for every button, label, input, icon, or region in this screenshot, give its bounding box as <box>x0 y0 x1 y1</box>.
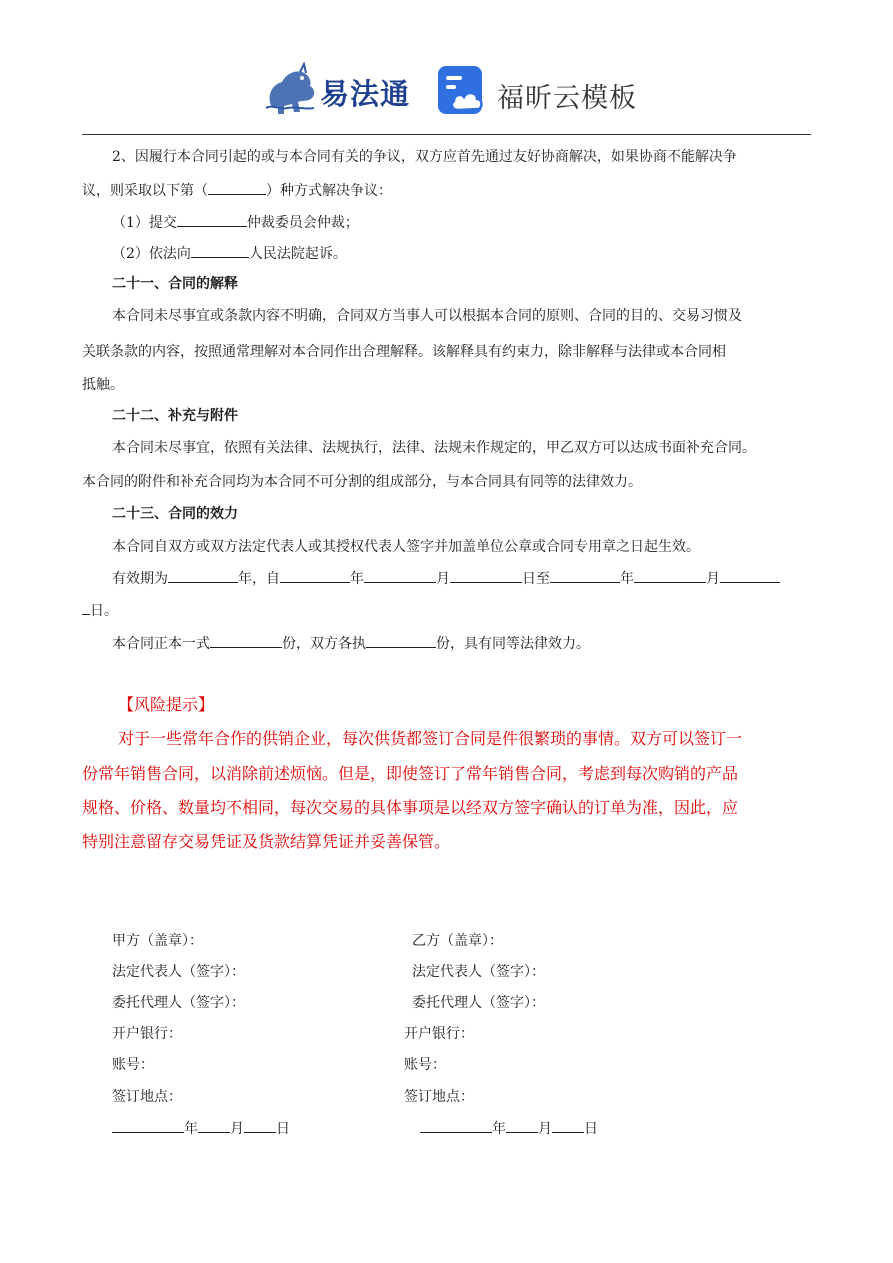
option-2 <box>112 243 347 264</box>
copies-total-blank <box>210 633 282 648</box>
party-b-bank: 开户银行： <box>404 1026 474 1042</box>
risk-tip-line3: 规格、价格、数量均不相同，每次交易的具体事项是以经双方签字确认的订单为准，因此，应 <box>82 798 739 817</box>
section-21-line2: 关联条款的内容，按照通常理解对本合同作出合理解释。该解释具有约束力，除非解释与法律或本合同相 <box>82 344 726 360</box>
end-day-blank-a <box>720 568 780 583</box>
section-23-line1: 本合同自双方或双方法定代表人或其授权代表人签字并加盖单位公章或合同专用章之日起生效。 <box>112 539 700 555</box>
section-22-heading: 二十二、补充与附件 <box>112 408 238 424</box>
term-text-d: 月 <box>436 571 450 587</box>
party-b-date <box>420 1118 598 1139</box>
risk-tip-title: 【风险提示】 <box>118 695 215 714</box>
clause-2-line1: 2、因履行本合同引起的或与本合同有关的争议，双方应首先通过友好协商解决，如果协商不能解决争 <box>112 149 737 165</box>
party-a-seal: 甲方（盖章）： <box>112 933 203 949</box>
section-21-line3: 抵触。 <box>82 377 124 393</box>
copies-clause <box>112 633 590 654</box>
party-b-legal-rep: 法定代表人（签字）： <box>412 964 545 980</box>
section-22-line2: 本合同的附件和补充合同均为本合同不可分割的组成部分，与本合同具有同等的法律效力。 <box>82 474 642 490</box>
section-21-line1: 本合同未尽事宜或条款内容不明确，合同双方当事人可以根据本合同的原则、合同的目的、交易习惯及 <box>112 308 742 324</box>
party-b-month-label: 月 <box>538 1121 552 1137</box>
section-21-heading: 二十一、合同的解释 <box>112 276 238 292</box>
party-b-agent: 委托代理人（签字）： <box>412 995 545 1011</box>
fuxin-logo <box>436 64 646 120</box>
end-year-blank <box>550 568 620 583</box>
validity-term <box>112 568 780 589</box>
clause-2-text-a: 议，则采取以下第（ <box>82 183 208 199</box>
logo1-text: 易法通 <box>320 77 411 111</box>
option-1-text-b: 仲裁委员会仲裁； <box>246 215 359 231</box>
end-month-blank <box>634 568 706 583</box>
party-a-day-blank <box>244 1118 276 1133</box>
term-text-e: 日至 <box>522 571 550 587</box>
risk-tip-line4: 特别注意留存交易凭证及货款结算凭证并妥善保管。 <box>82 832 451 851</box>
start-day-blank <box>450 568 522 583</box>
term-years-blank <box>168 568 238 583</box>
copies-text-a: 本合同正本一式 <box>112 636 210 652</box>
term-text-b: 年，自 <box>238 571 280 587</box>
term-text-g: 月 <box>706 571 720 587</box>
cloud-doc-icon <box>436 64 488 118</box>
validity-term-cont <box>82 600 118 621</box>
term-text-c: 年 <box>350 571 364 587</box>
section-23-heading: 二十三、合同的效力 <box>112 506 238 522</box>
end-day-blank-b <box>82 600 90 615</box>
party-b-day-blank <box>552 1118 584 1133</box>
party-a-agent: 委托代理人（签字）： <box>112 995 245 1011</box>
option-1 <box>112 212 359 233</box>
logo2-text: 福昕云模板 <box>497 83 637 114</box>
risk-tip-line1: 对于一些常年合作的供销企业，每次供货都签订合同是件很繁琐的事情。双方可以签订一 <box>118 729 743 748</box>
page-header <box>0 58 893 128</box>
party-a-month-label: 月 <box>230 1121 244 1137</box>
option-2-text-a: （2）依法向 <box>112 246 191 262</box>
copies-text-b: 份，双方各执 <box>282 636 366 652</box>
arbitration-blank <box>177 212 247 227</box>
court-blank <box>191 243 249 258</box>
party-a-bank: 开户银行： <box>112 1026 182 1042</box>
option-1-text-a: （1）提交 <box>112 215 177 231</box>
party-b-month-blank <box>506 1118 538 1133</box>
party-b-place: 签订地点： <box>404 1089 474 1105</box>
party-a-day-label: 日 <box>276 1121 290 1137</box>
party-b-seal: 乙方（盖章）： <box>412 933 503 949</box>
start-year-blank <box>280 568 350 583</box>
party-a-account: 账号： <box>112 1057 154 1073</box>
option-2-text-b: 人民法院起诉。 <box>248 246 347 262</box>
risk-tip-line2: 份常年销售合同，以消除前述烦恼。但是，即使签订了常年销售合同，考虑到每次购销的产品 <box>82 764 739 783</box>
party-b-day-label: 日 <box>584 1121 598 1137</box>
term-text-f: 年 <box>620 571 634 587</box>
start-month-blank <box>364 568 436 583</box>
party-b-year-label: 年 <box>492 1121 506 1137</box>
party-a-legal-rep: 法定代表人（签字）： <box>112 964 245 980</box>
header-divider <box>82 134 811 135</box>
term-text-h: 日。 <box>90 603 118 619</box>
party-a-date <box>112 1118 290 1139</box>
party-b-account: 账号： <box>404 1057 446 1073</box>
party-a-month-blank <box>198 1118 230 1133</box>
party-a-year-blank <box>112 1118 184 1133</box>
method-blank <box>208 180 266 195</box>
yifatong-logo <box>262 62 412 118</box>
term-text-a: 有效期为 <box>112 571 168 587</box>
copies-each-blank <box>366 633 436 648</box>
clause-2-line2 <box>82 180 392 201</box>
copies-text-c: 份，具有同等法律效力。 <box>436 636 590 652</box>
section-22-line1: 本合同未尽事宜，依照有关法律、法规执行，法律、法规未作规定的，甲乙双方可以达成书面补充合同。 <box>112 440 756 456</box>
party-a-place: 签订地点： <box>112 1089 182 1105</box>
qilin-icon <box>262 62 322 118</box>
party-b-year-blank <box>420 1118 492 1133</box>
party-a-year-label: 年 <box>184 1121 198 1137</box>
clause-2-text-b: ）种方式解决争议： <box>266 183 392 199</box>
